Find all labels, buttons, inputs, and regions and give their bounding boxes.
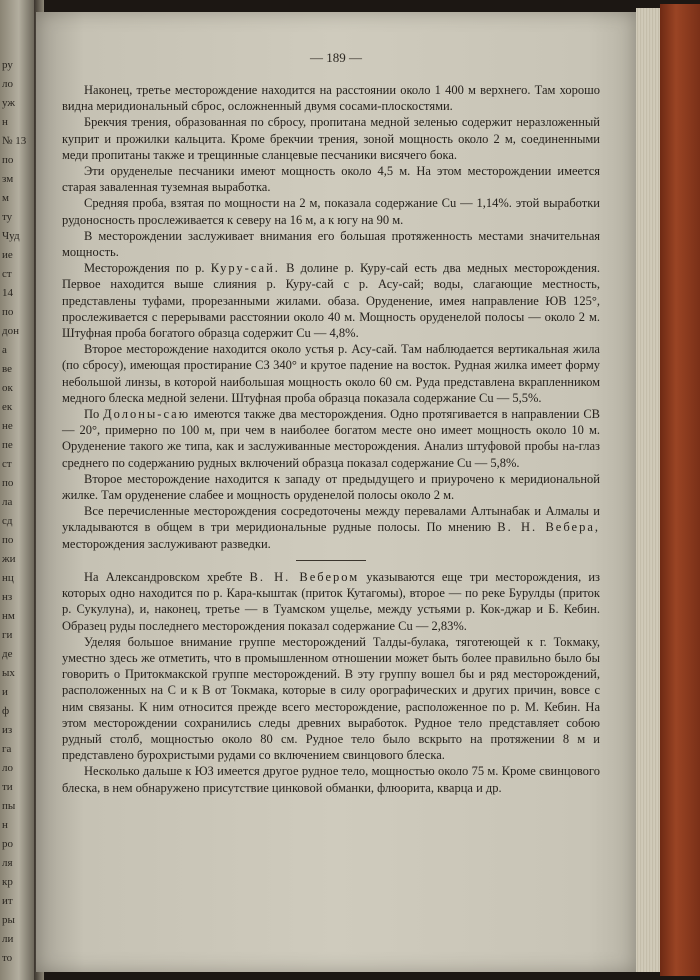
left-page-text-fragment: ек (2, 401, 13, 413)
paragraph: Брекчия трения, образованная по сбросу, пропитана медной зеленью содержит неразложенный куприт и прожилки кальцита. Кроме брекчии трения, зоной мощность около 2 м, соединенными меди пропитаны также и трещинные сланцевые песчаники висячего бока. (62, 115, 600, 162)
left-page-text-fragment: ли (2, 933, 14, 945)
left-page-text-fragment: кр (2, 876, 13, 888)
left-page-text-fragment: не (2, 420, 13, 432)
book-page (36, 12, 636, 972)
page-text (62, 82, 600, 796)
left-page-text-fragment: ф (2, 705, 10, 717)
left-page-text-fragment: по (2, 477, 14, 489)
paragraph-weber (62, 503, 600, 552)
text-run: Все перечисленные месторождения сосредоточены между перевалами Алтынабак и Алмалы и укладываются в общем в три меридиональные рудные полосы. По мнению (62, 504, 600, 535)
section-separator (296, 560, 366, 561)
paragraph: Второе месторождение находится к западу от предыдущего и приурочено к меридиональной жилке. Там оруденение слабее и мощность оруденелой полосы около 2 м. (62, 471, 600, 503)
text-run: имеются также два месторождения. Одно протягивается в направлении СВ — 20°, примерно по 100 м, при чем в наиболее богатом месте оно имеет мощность около 10 м. Оруденение такого же типа, как и заслуживанные месторождения. Анализ штуфовой пробы на-глаз среднего по содержанию рудных включений образца показал содержание Cu — 5,8%. (62, 407, 600, 470)
left-page-text-fragment: по (2, 306, 14, 318)
left-page-text-fragment: ст (2, 268, 12, 280)
author-name: В. Н. Вебера, (497, 520, 600, 535)
left-page-text-fragment: сд (2, 515, 13, 527)
left-page-text-fragment: нм (2, 610, 15, 622)
left-page-text-fragment: ти (2, 781, 13, 793)
page-number: — 189 — (310, 50, 362, 65)
left-page-text-fragment: из (2, 724, 13, 736)
left-page-text-fragment: дон (2, 325, 19, 337)
paragraph: Несколько дальше к ЮЗ имеется другое рудное тело, мощностью около 75 м. Кроме свинцового блеска, в нем обнаружено присутствие цинковой обманки, флюорита, кварца и др. (62, 764, 600, 795)
left-page-edge (0, 0, 34, 980)
left-page-text-fragment: ло (2, 78, 13, 90)
left-page-text-fragment: по (2, 534, 14, 546)
left-page-text-fragment: № 13 (2, 135, 27, 147)
left-page-text-fragment: а (2, 344, 7, 356)
left-page-text-fragment: зм (2, 173, 14, 185)
left-page-text-fragment: ля (2, 857, 13, 869)
left-page-text-fragment: ие (2, 249, 13, 261)
left-page-text-fragment: ту (2, 211, 13, 223)
left-page-text-fragment: ло (2, 762, 13, 774)
left-page-text-fragment: н (2, 819, 8, 831)
left-page-text-fragment: ст (2, 458, 12, 470)
text-run: месторождения заслуживают разведки. (62, 536, 271, 551)
paragraph: Наконец, третье месторождение находится на расстоянии около 1 400 м верхнего. Там хорошо видна меридиональный сброс, осложненный двумя сосами-плоскостями. (62, 83, 600, 114)
paragraph: Второе месторождение находится около устья р. Асу-сай. Там наблюдается вертикальная жила (по сбросу), имеющая простирание СЗ 340° и крутое падение на восток. Рудная жилка имеет форму небольшой линзы, в которой наибольшая мощность около 60 см. Руда представлена вкрапленником медного блеска медной зелени. Штуфная проба образца показала содержание Cu — 5,5%. (62, 342, 600, 405)
paragraph: Средняя проба, взятая по мощности на 2 м, показала содержание Cu — 1,14%. этой выработки рудоносность прослеживается к северу на 16 м, а к югу на 90 м. (62, 196, 600, 227)
left-page-text-fragment: нц (2, 572, 14, 584)
paragraph: Уделяя большое внимание группе месторождений Талды-булака, тяготеющей к г. Токмаку, уместно здесь же отметить, что в промышленном отношении может быть более правильно было бы говорить о Притокмакской группе месторождений. В эту группу вошел бы и ряд месторождений, расположенных на С и к В от Токмака, которые в силу орографических и других причин, вовсе с ним связаны. К ним относится прежде всего месторождение, расположенное по р. М. Кебин. На этом месторождении сохранились следы древних выработок. Рудное тело представляет собою рудный столб, мощностью около 80 см. Рудное тело было вскрыто на протяжении 8 м и представлено бурохристыми рудами со включением свинцового блеска. (62, 634, 600, 763)
left-page-text-fragment: нз (2, 591, 13, 603)
left-page-text-fragment: по (2, 154, 14, 166)
text-run: Месторождения по р. (84, 261, 211, 276)
left-page-text-fragment: ых (2, 667, 15, 679)
left-page-text-fragment: м (2, 192, 9, 204)
left-page-text-fragment: ры (2, 914, 15, 926)
left-page-text-fragment: Чуд (2, 230, 20, 242)
river-name: Куру-сай. (210, 261, 280, 276)
paragraph-alexandrovsky (62, 569, 600, 634)
left-page-text-fragment: пы (2, 800, 16, 812)
left-page-text-fragment: ве (2, 363, 13, 375)
river-name: Долоны-саю (103, 407, 191, 422)
left-page-text-fragment: ро (2, 838, 13, 850)
left-page-text-fragment: то (2, 952, 13, 964)
left-page-text-fragment: уж (2, 97, 15, 109)
paragraph-dolony-sau (62, 406, 600, 471)
left-page-text-fragment: ит (2, 895, 13, 907)
paragraph: Эти оруденелые песчаники имеют мощность около 4,5 м. На этом месторождении имеется старая заваленная туземная выработка. (62, 164, 600, 195)
text-run: На Александровском хребте (84, 569, 250, 584)
book-cover (660, 4, 700, 976)
left-page-text-fragment: 14 (2, 287, 13, 299)
left-page-text-fragment: де (2, 648, 13, 660)
left-page-text-fragment: н (2, 116, 8, 128)
left-page-text-fragment: пе (2, 439, 13, 451)
left-page-text-fragment: ру (2, 59, 13, 71)
text-run: По (84, 407, 104, 422)
left-page-text-fragment: ок (2, 382, 13, 394)
left-page-text-fragment: жи (2, 553, 16, 565)
author-name: В. Н. Вебером (249, 569, 360, 584)
left-page-text-fragment: га (2, 743, 12, 755)
left-page-text-fragment: и (2, 686, 8, 698)
paragraph-kuru-sai (62, 260, 600, 341)
text-run: указываются еще три месторождения, из которых одно находится по р. Кара-кыштак (приток Кутагомы), второе — по реке Бурулды (приток р. Сукулуна), и, наконец, третье — в Туамском ущелье, между устьями р. Кок-джар и Б. Кебин. Образец руды последнего месторождения показал содержание Cu — 2,83%. (62, 569, 600, 633)
left-page-text-fragment: ги (2, 629, 13, 641)
left-page-text-fragment: ла (2, 496, 13, 508)
text-run: В долине р. Куру-сай есть два медных месторождения. Первое находится выше слияния р. Куру-сай с р. Асу-сай; воды, слагающие местность, представлены туфами, прорезанными жилами. обаза. Оруденение, имея направление ЮВ 125°, прослеживается с перерывами расстоянии около 40 м. Мощность оруденелой полосы — около 2 м. Штуфная проба богатого образца содержит Cu — 4,8%. (62, 261, 600, 341)
paragraph: В месторождении заслуживает внимания его большая протяженность местами значительная мощность. (62, 228, 600, 260)
